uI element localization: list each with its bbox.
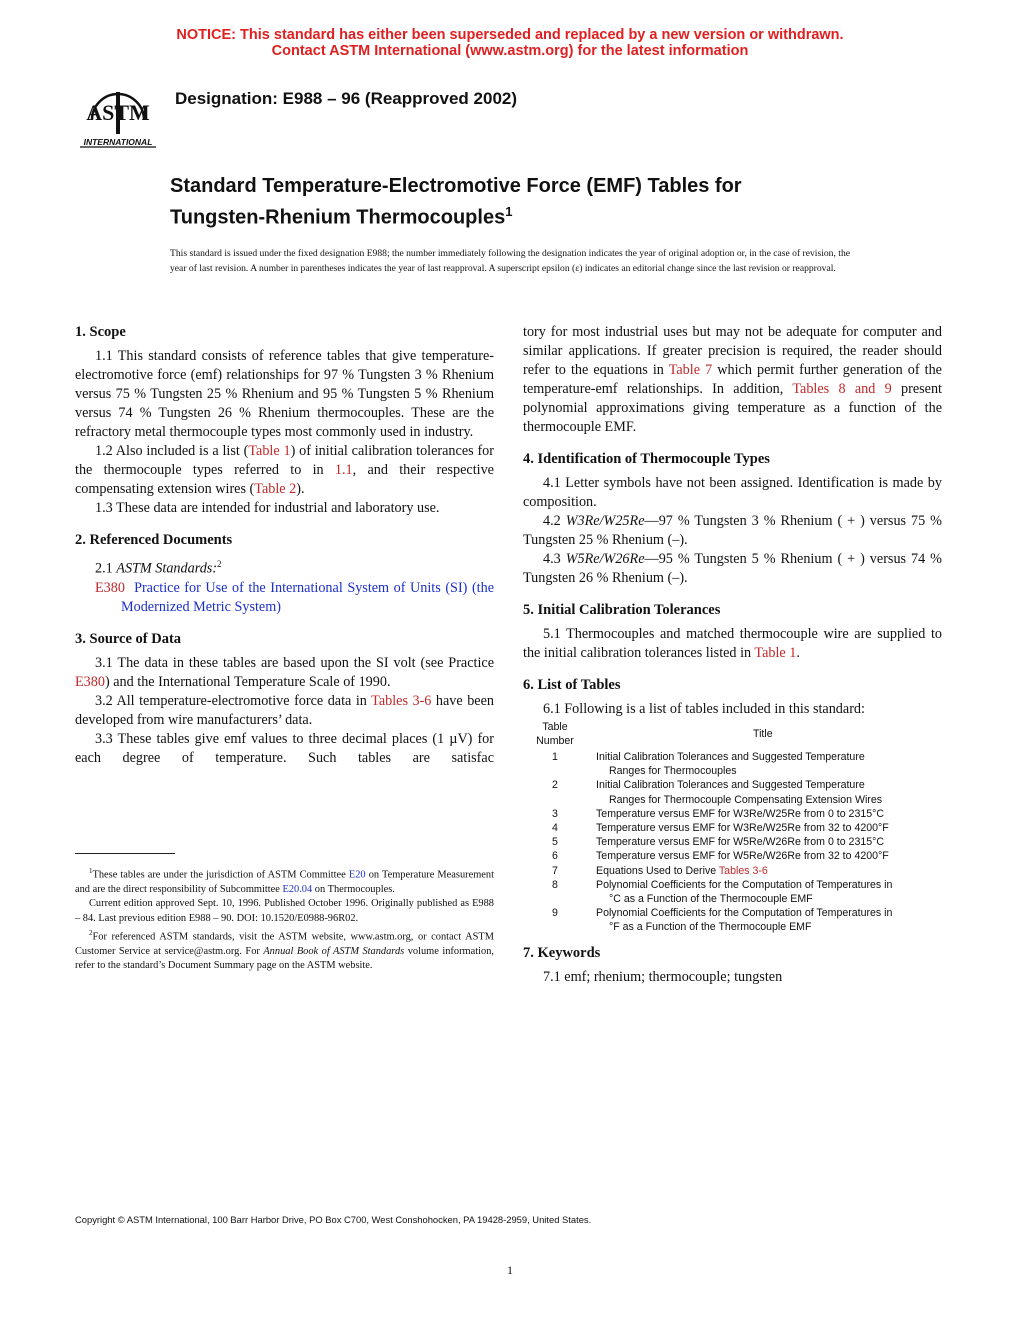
text-italic: W3Re/W25Re bbox=[565, 513, 645, 529]
link-tables-3-6[interactable]: Tables 3-6 bbox=[718, 864, 768, 877]
table-title-continuation: Ranges for Thermocouples bbox=[609, 765, 737, 778]
header-text: Table bbox=[542, 721, 568, 733]
scope-para-1: 1.1 This standard consists of reference tables that give temperature-electromotive force (emf) relationships for 97 % Tungsten 3 % Rhenium versus 75 % Tungsten 25 % Rhenium and 95 % Tungsten 5 % Rhenium versus 74 % Tungsten 26 % Rhenium thermocouples. These are the refractory metal thermocouple types most commonly used in industry. bbox=[75, 348, 494, 440]
table-title-continuation: Ranges for Thermocouple Compensating Extension Wires bbox=[609, 793, 883, 806]
table-title-continuation: °C as a Function of the Thermocouple EMF bbox=[609, 893, 813, 906]
text-italic: Annual Book of ASTM Standards bbox=[263, 945, 405, 957]
footnote-mark: 2 bbox=[89, 929, 93, 938]
footnote-1 bbox=[75, 864, 494, 897]
link-e380[interactable]: E380 bbox=[75, 673, 105, 690]
table-title-text: Polynomial Coefficients for the Computation of Temperatures in bbox=[596, 907, 893, 920]
text-run: . bbox=[796, 645, 800, 661]
notice-line-2: Contact ASTM International (www.astm.org) for the latest information bbox=[271, 43, 749, 59]
table-title bbox=[596, 750, 942, 778]
title-line-1: Standard Temperature-Electromotive Force (EMF) Tables for bbox=[170, 175, 742, 197]
table-title bbox=[596, 878, 942, 906]
keywords-heading: 7. Keywords bbox=[523, 944, 601, 961]
tables-list-header bbox=[523, 720, 942, 750]
logo-mark: ASTM bbox=[86, 100, 150, 125]
footnote-rule bbox=[75, 853, 175, 854]
source-heading: 3. Source of Data bbox=[75, 630, 182, 647]
link-tables-8-9[interactable]: Tables 8 and 9 bbox=[792, 381, 892, 397]
table-number: 9 bbox=[552, 907, 558, 920]
tolerances-heading: 5. Initial Calibration Tolerances bbox=[523, 602, 721, 618]
table-title bbox=[596, 821, 942, 835]
table-row bbox=[523, 778, 942, 806]
table-title-text: Temperature versus EMF for W5Re/W26Re from 0 to 2315°C bbox=[596, 836, 885, 849]
link-table-1[interactable]: Table 1 bbox=[248, 443, 291, 459]
table-number: 1 bbox=[552, 751, 558, 763]
text-run: which permit further generation of the temperature-emf relationships. In addition, bbox=[523, 362, 942, 397]
table-number: 8 bbox=[552, 878, 558, 891]
text-run: 5.1 Thermocouples and matched thermocouple wire are supplied to the initial calibration tolerances listed in bbox=[523, 626, 942, 661]
text-run: For referenced ASTM standards, visit the ASTM website, www.astm.org, or contact ASTM Customer Service at service@astm.org. For bbox=[75, 931, 494, 957]
footnote-mark: 2 bbox=[217, 559, 222, 569]
table-title bbox=[596, 864, 942, 878]
designation: Designation: E988 – 96 (Reapproved 2002) bbox=[175, 89, 518, 108]
table-title-text: Temperature versus EMF for W3Re/W25Re from 32 to 4200°F bbox=[596, 822, 889, 835]
text-run: on Temperature Measurement and are the direct responsibility of Subcommittee bbox=[75, 869, 494, 895]
text-run: 1.2 Also included is a list ( bbox=[95, 443, 249, 459]
link-section-1-1[interactable]: 1.1 bbox=[334, 462, 353, 478]
identification-heading: 4. Identification of Thermocouple Types bbox=[523, 451, 770, 467]
text-run: —97 % Tungsten 3 % Rhenium ( + ) versus 75 % Tungsten 25 % Rhenium (–). bbox=[523, 513, 942, 548]
table-number: 6 bbox=[552, 850, 558, 863]
link-e20-04[interactable]: E20.04 bbox=[282, 883, 313, 895]
source-para-3-cont bbox=[523, 323, 942, 437]
footnote-mark: 1 bbox=[89, 867, 93, 875]
text-run: These tables are under the jurisdiction of ASTM Committee bbox=[92, 869, 349, 881]
ref-code-e380[interactable]: E380 bbox=[95, 579, 125, 596]
table-row bbox=[523, 906, 942, 934]
title-footnote-mark: 1 bbox=[505, 204, 513, 219]
text-run: have been developed from wire manufacturers’ data. bbox=[75, 692, 494, 728]
identification-para-3 bbox=[523, 550, 942, 588]
source-para-3-start: 3.3 These tables give emf values to three decimal places (1 µV) for each degree of temperature. Such tables are satisfac bbox=[75, 730, 494, 766]
table-row bbox=[523, 849, 942, 863]
text-italic: W5Re/W26Re bbox=[565, 551, 645, 567]
text-run: present polynomial approximations giving temperature as a function of the thermocouple EMF. bbox=[523, 381, 942, 435]
table-row bbox=[523, 821, 942, 835]
text-run: , and their respective compensating extension wires ( bbox=[75, 462, 494, 497]
right-column bbox=[523, 323, 942, 987]
source-para-2 bbox=[75, 692, 494, 730]
text-run: ) and the International Temperature Scale of 1990. bbox=[104, 673, 391, 690]
source-para-1 bbox=[75, 654, 494, 692]
table-title-continuation: °F as a Function of the Thermocouple EMF bbox=[609, 921, 812, 934]
notice-line-1: NOTICE: This standard has either been superseded and replaced by a new version or withdrawn. bbox=[176, 27, 844, 43]
table-title-text: Temperature versus EMF for W3Re/W25Re from 0 to 2315°C bbox=[596, 807, 885, 820]
link-tables-3-6[interactable]: Tables 3-6 bbox=[371, 692, 432, 709]
astm-logo-icon bbox=[72, 76, 164, 152]
table-number: 2 bbox=[552, 779, 558, 792]
tables-list-rows bbox=[523, 750, 942, 935]
link-table-1[interactable]: Table 1 bbox=[754, 645, 797, 661]
title-line-2-text: Tungsten-Rhenium Thermocouples bbox=[170, 206, 506, 229]
table-row bbox=[523, 835, 942, 849]
table-title bbox=[596, 778, 942, 806]
table-row bbox=[523, 807, 942, 821]
referenced-doc-e380[interactable] bbox=[75, 579, 494, 617]
text-run: ). bbox=[296, 481, 305, 497]
text-run: ) of initial calibration tolerances for the thermocouple types referred to in bbox=[75, 443, 494, 478]
table-row bbox=[523, 864, 942, 878]
table-title bbox=[596, 849, 942, 863]
text-run: 4.3 bbox=[543, 551, 566, 567]
referenced-para-1 bbox=[75, 555, 494, 579]
referenced-heading: 2. Referenced Documents bbox=[75, 532, 233, 548]
text-italic: ASTM Standards: bbox=[116, 560, 218, 577]
tolerances-para-1 bbox=[523, 625, 942, 663]
link-table-7[interactable]: Table 7 bbox=[668, 362, 713, 378]
copyright: Copyright © ASTM International, 100 Barr Harbor Drive, PO Box C700, West Conshohocken, PA 19428-2959, United States. bbox=[75, 1214, 592, 1225]
notice-banner bbox=[0, 27, 1020, 59]
header-text: Number bbox=[536, 735, 574, 748]
table-title-text: Temperature versus EMF for W5Re/W26Re from 32 to 4200°F bbox=[596, 850, 889, 863]
page-number: 1 bbox=[507, 1263, 513, 1277]
col-number-header bbox=[523, 720, 587, 748]
title-line-2 bbox=[170, 199, 742, 231]
text-run: 4.2 bbox=[543, 513, 566, 529]
keywords-para-1: 7.1 emf; rhenium; thermocouple; tungsten bbox=[543, 968, 783, 985]
table-row bbox=[523, 878, 942, 906]
table-title-text: Polynomial Coefficients for the Computation of Temperatures in bbox=[596, 878, 893, 891]
table-number: 7 bbox=[552, 864, 558, 877]
identification-para-2 bbox=[523, 512, 942, 550]
table-title-text: Initial Calibration Tolerances and Suggested Temperature bbox=[596, 779, 865, 792]
table-row bbox=[523, 750, 942, 778]
document-title bbox=[170, 174, 742, 231]
text-run: 3.1 The data in these tables are based upon the SI volt (see Practice bbox=[95, 654, 494, 671]
tables-list-heading: 6. List of Tables bbox=[523, 677, 621, 693]
table-number: 5 bbox=[552, 836, 558, 849]
tables-list-para-1: 6.1 Following is a list of tables included in this standard: bbox=[543, 701, 865, 717]
scope-heading: 1. Scope bbox=[75, 324, 126, 340]
text-run: —95 % Tungsten 5 % Rhenium ( + ) versus 74 % Tungsten 26 % Rhenium (–). bbox=[523, 551, 942, 586]
table-title bbox=[596, 835, 942, 849]
left-column bbox=[75, 323, 494, 768]
table-title bbox=[596, 906, 942, 934]
logo-subtext: INTERNATIONAL bbox=[83, 137, 153, 147]
link-table-2[interactable]: Table 2 bbox=[254, 481, 297, 497]
table-title bbox=[596, 807, 942, 821]
table-title-text: Initial Calibration Tolerances and Suggested Temperature bbox=[596, 751, 865, 763]
table-title-text: Equations Used to Derive bbox=[596, 864, 719, 877]
text-run: on Thermocouples. bbox=[312, 883, 395, 895]
footnote-2 bbox=[75, 926, 494, 974]
table-number: 3 bbox=[552, 807, 558, 820]
footnotes bbox=[75, 864, 494, 974]
issue-note: This standard is issued under the fixed designation E988; the number immediately following the designation indicates the year of original adoption or, in the case of revision, the year of last revision. A number in parentheses indicates the year of last reapproval. A superscript epsilon (ε) indicates an editorial change since the last revision or reapproval. bbox=[170, 248, 850, 274]
col-title-header: Title bbox=[753, 728, 773, 740]
ref-title-e380[interactable]: Practice for Use of the International System of Units (SI) (the Modernized Metric System) bbox=[121, 579, 494, 615]
footnote-1-edition: Current edition approved Sept. 10, 1996. Published October 1996. Originally published as E988 – 84. Last previous edition E988 – 90. DOI: 10.1520/E0988-96R02. bbox=[75, 898, 494, 924]
text-run: 2.1 bbox=[95, 560, 117, 577]
text-run: volume information, refer to the standard’s Document Summary page on the ASTM website. bbox=[75, 945, 494, 972]
tables-list bbox=[523, 720, 942, 935]
text-run: 3.2 All temperature-electromotive force data in bbox=[95, 692, 372, 709]
scope-para-3: 1.3 These data are intended for industrial and laboratory use. bbox=[95, 500, 440, 516]
link-e20[interactable]: E20 bbox=[348, 869, 366, 881]
text-run: tory for most industrial uses but may not be adequate for computer and similar applications. If greater precision is required, the reader should refer to the equations in bbox=[523, 324, 942, 378]
table-number: 4 bbox=[552, 822, 558, 835]
scope-para-2 bbox=[75, 442, 494, 499]
identification-para-1: 4.1 Letter symbols have not been assigned. Identification is made by composition. bbox=[523, 475, 942, 510]
